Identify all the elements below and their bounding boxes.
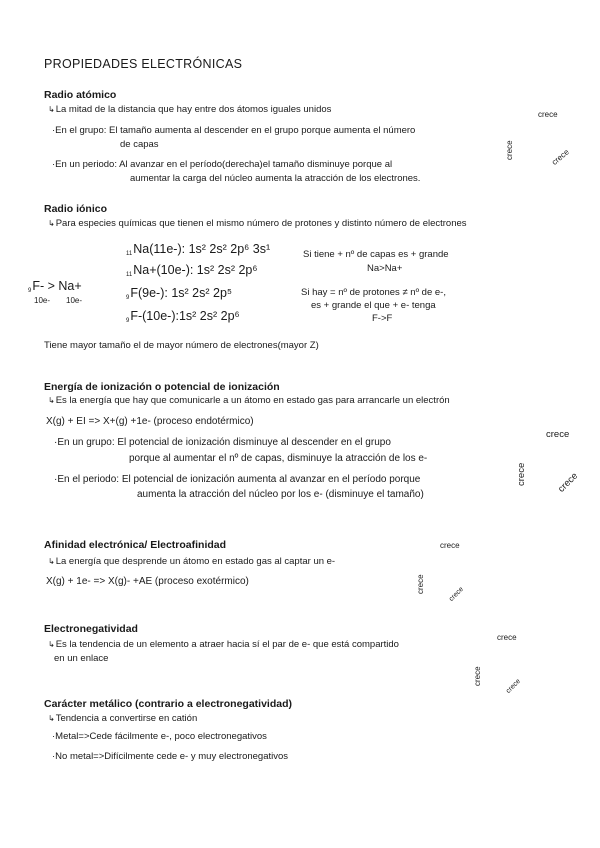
note-capas-line1: Si tiene + nº de capas es + grande (303, 249, 449, 260)
atomic-number: 11 (126, 272, 133, 278)
config-row (126, 263, 258, 277)
diagram-diag-label: crece (556, 470, 581, 495)
note-protones-line2: es + grande el que + e- tenga (311, 300, 436, 311)
radio-atomico-grupo-line2: de capas (120, 139, 159, 150)
diagram-top-label: crece (497, 633, 517, 642)
config-row (126, 309, 240, 323)
config-text: F(9e-): 1s² 2s² 2p⁵ (130, 286, 233, 300)
radio-ionico-definition: ↳ Para especies químicas que tienen el mismo número de protones y distinto número de electrones (48, 218, 467, 229)
energia-ionizacion-periodo-line2: aumenta la atracción del núcleo por los e- (disminuye el tamaño) (137, 489, 424, 500)
energia-ionizacion-definition: ↳ Es la energía que hay que comunicarle a un átomo en estado gas para arrancarle un electrón (48, 395, 450, 406)
config-text: Na(11e-): 1s² 2s² 2p⁶ 3s¹ (133, 242, 271, 256)
energia-ionizacion-heading: Energía de ionización o potencial de ionización (44, 381, 280, 393)
afinidad-heading: Afinidad electrónica/ Electroafinidad (44, 539, 227, 551)
electronegatividad-definition-line1: ↳ Es la tendencia de un elemento a atraer hacia sí el par de e- que está compartido (48, 639, 399, 650)
energia-ionizacion-grupo-line2: porque al aumentar el nº de capas, disminuye la atracción de los e- (129, 453, 428, 464)
note-protones-line1: Si hay = nº de protones ≠ nº de e-, (301, 287, 446, 298)
diagram-left-label: crece (416, 574, 425, 594)
energia-ionizacion-periodo-line1: ·En el periodo: El potencial de ionización aumenta al avanzar en el período porque (54, 474, 421, 485)
config-row (126, 242, 270, 256)
diagram-left-label: crece (516, 462, 527, 486)
diagram-top-label: crece (440, 541, 460, 550)
electron-count-left: 10e- (34, 296, 51, 305)
energia-ionizacion-grupo-line1: ·En un grupo: El potencial de ionización disminuye al descender en el grupo (54, 437, 391, 448)
diagram-left-label: crece (505, 140, 514, 160)
note-protones-line3: F->F (372, 313, 393, 324)
energia-ionizacion-equation: X(g) + EI => X+(g) +1e- (proceso endotérmico) (46, 416, 254, 427)
atomic-number: 9 (126, 295, 130, 301)
config-text: F-(10e-):1s² 2s² 2p⁶ (130, 309, 240, 323)
radio-ionico-comparison (28, 279, 82, 293)
caracter-metalico-no-metal: ·No metal=>Difícilmente cede e- y muy electronegativos (52, 751, 289, 762)
comparison-expr: F- > Na+ (32, 279, 82, 293)
note-capas-line2: Na>Na+ (367, 263, 403, 274)
radio-atomico-periodo-line2: aumentar la carga del núcleo aumenta la atracción de los electrones. (130, 173, 421, 184)
config-row (126, 286, 232, 300)
diagram-top-label: crece (546, 429, 570, 440)
diagram-diag-label: crece (505, 677, 523, 695)
radio-ionico-conclusion: Tiene mayor tamaño el de mayor número de electrones(mayor Z) (44, 340, 319, 351)
radio-atomico-grupo-line1: ·En el grupo: El tamaño aumenta al descender en el grupo porque aumenta el número (52, 125, 416, 136)
diagram-top-label: crece (538, 110, 558, 119)
caracter-metalico-definition: ↳ Tendencia a convertirse en catión (48, 713, 197, 724)
diagram-left-label: crece (473, 666, 482, 686)
electron-count-right: 10e- (66, 296, 83, 305)
electronegatividad-definition-line2: en un enlace (54, 653, 109, 664)
atomic-number: 9 (126, 318, 130, 324)
diagram-diag-label: crece (448, 585, 466, 603)
diagram-diag-label: crece (550, 147, 571, 167)
caracter-metalico-heading: Carácter metálico (contrario a electronegatividad) (44, 698, 292, 710)
afinidad-definition: ↳ La energía que desprende un átomo en estado gas al captar un e- (48, 556, 335, 567)
page-title: PROPIEDADES ELECTRÓNICAS (44, 57, 243, 71)
config-text: Na+(10e-): 1s² 2s² 2p⁶ (133, 263, 258, 277)
afinidad-equation: X(g) + 1e- => X(g)- +AE (proceso exotérmico) (46, 576, 249, 587)
radio-atomico-definition: ↳ La mitad de la distancia que hay entre dos átomos iguales unidos (48, 104, 331, 115)
radio-atomico-heading: Radio atómico (44, 89, 117, 101)
radio-ionico-heading: Radio iónico (44, 203, 107, 215)
atomic-number: 9 (28, 288, 32, 294)
electronegatividad-heading: Electronegatividad (44, 623, 138, 635)
radio-atomico-periodo-line1: ·En un periodo: Al avanzar en el período(derecha)el tamaño disminuye porque al (52, 159, 393, 170)
atomic-number: 11 (126, 251, 133, 257)
caracter-metalico-metal: ·Metal=>Cede fácilmente e-, poco electronegativos (52, 731, 267, 742)
